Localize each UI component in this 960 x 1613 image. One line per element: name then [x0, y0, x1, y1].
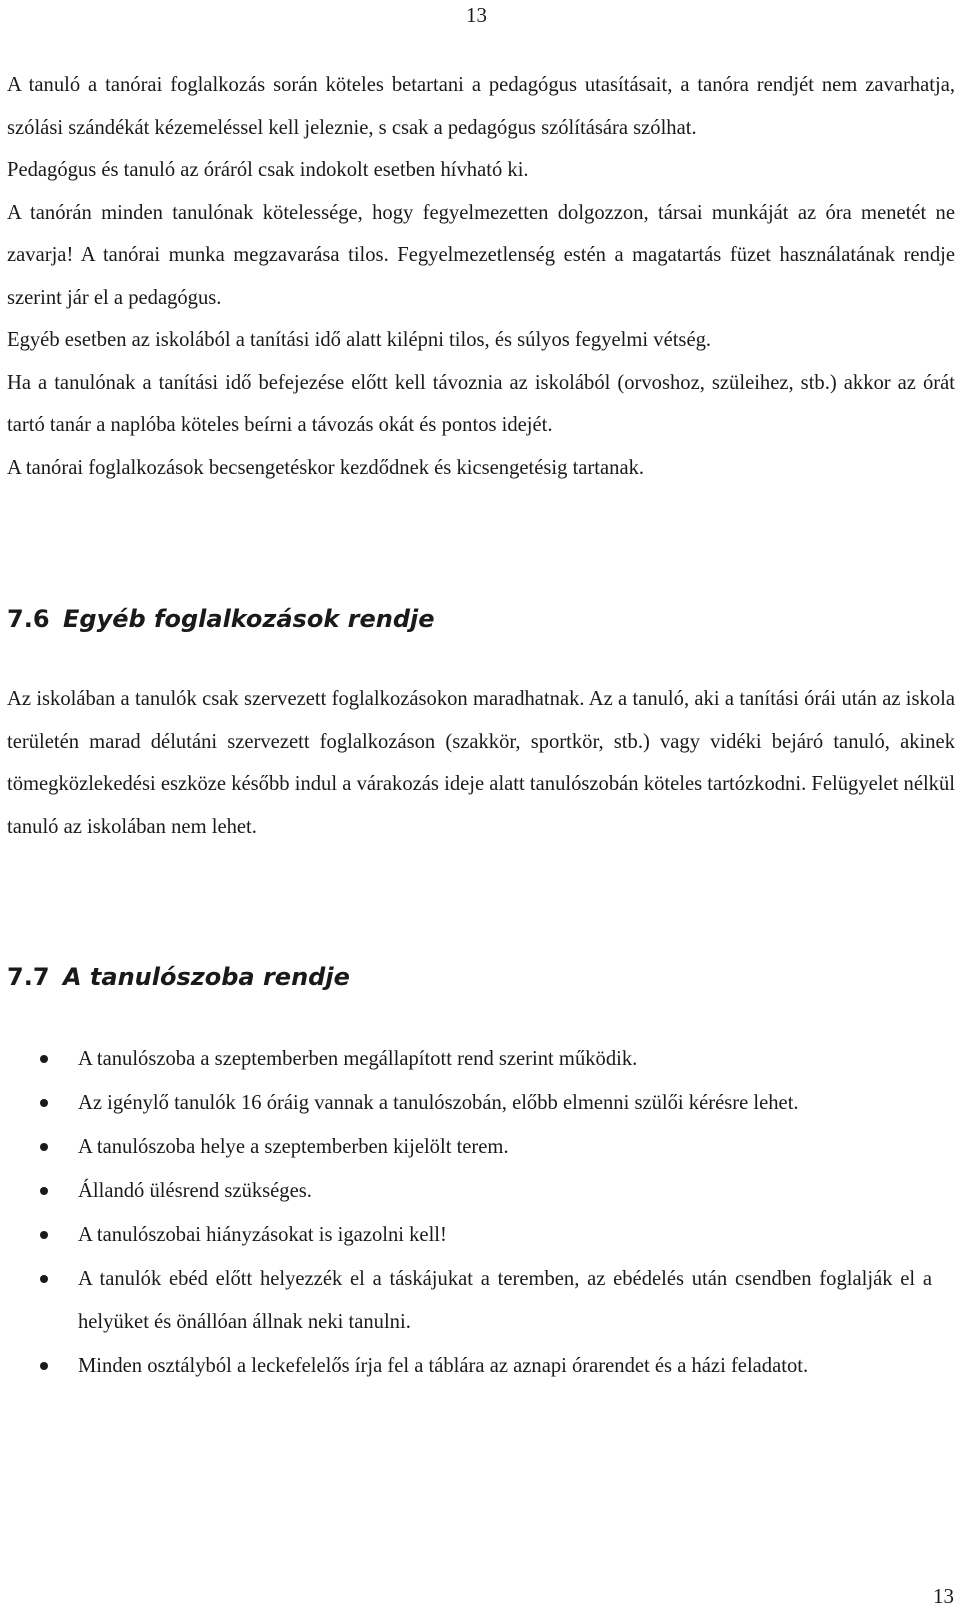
section-title: A tanulószoba rendje — [63, 963, 350, 991]
list-item — [0, 1214, 960, 1257]
list-item — [0, 1082, 960, 1125]
list-item-text: A tanulószoba a szeptemberben megállapított rend szerint működik. — [78, 1048, 638, 1070]
intro-text — [7, 64, 955, 489]
list-item-text: A tanulószobai hiányzásokat is igazolni kell! — [78, 1224, 447, 1246]
tanuloszoba-rules-list — [0, 1038, 960, 1389]
list-item-text: Minden osztályból a leckefelelős írja fel a táblára az aznapi órarendet és a házi feladatot. — [78, 1354, 809, 1377]
bullet-icon — [40, 1187, 48, 1195]
paragraph: Pedagógus és tanuló az óráról csak indokolt esetben hívható ki. — [7, 159, 529, 181]
section-title: Egyéb foglalkozások rendje — [63, 605, 435, 633]
section-heading-7-6 — [7, 604, 435, 634]
list-item — [0, 1038, 960, 1081]
paragraph: Egyéb esetben az iskolából a tanítási idő alatt kilépni tilos, és súlyos fegyelmi vétség. — [7, 329, 712, 351]
section-heading-7-7 — [7, 962, 350, 992]
paragraph: A tanuló a tanórai foglalkozás során köteles betartani a pedagógus utasításait, a tanóra rendjét nem zavarhatja, szólási szándékát kézemeléssel kell jeleznie, s csak a pedagógus szólítására szólhat. — [7, 74, 955, 139]
list-item — [0, 1345, 960, 1388]
section-number: 7.7 — [7, 963, 50, 991]
list-item — [0, 1170, 960, 1213]
page-number-top: 13 — [466, 3, 487, 27]
section-7-6-body — [7, 678, 955, 848]
page-number-bottom: 13 — [933, 1584, 954, 1608]
bullet-icon — [40, 1362, 48, 1370]
paragraph: A tanórai foglalkozások becsengetéskor kezdődnek és kicsengetésig tartanak. — [7, 456, 645, 479]
list-item — [0, 1258, 960, 1343]
bullet-icon — [40, 1231, 48, 1239]
paragraph: Ha a tanulónak a tanítási idő befejezése előtt kell távoznia az iskolából (orvoshoz, szüleihez, stb.) akkor az órát tartó tanár a naplóba köteles beírni a távozás okát és pontos idejét. — [7, 371, 955, 436]
list-item-text: A tanulószoba helye a szeptemberben kijelölt terem. — [78, 1136, 509, 1158]
bullet-icon — [40, 1099, 48, 1107]
paragraph: Az iskolában a tanulók csak szervezett foglalkozásokon maradhatnak. Az a tanuló, aki a tanítási órái után az iskola területén marad délutáni szervezett foglalkozáson (szakkör, sportkör, stb.) vagy vidéki bejáró tanuló, akinek tömegközlekedési eszköze később indul a várakozás ideje alatt tanulószobán köteles tartózkodni. Felügyelet nélkül tanuló az iskolában nem lehet. — [7, 688, 955, 838]
section-number: 7.6 — [7, 605, 50, 633]
list-item — [0, 1126, 960, 1169]
list-item-text: Állandó ülésrend szükséges. — [78, 1180, 312, 1202]
bullet-icon — [40, 1055, 48, 1063]
list-item-text: Az igénylő tanulók 16 óráig vannak a tanulószobán, előbb elmenni szülői kérésre lehet. — [78, 1092, 799, 1114]
bullet-icon — [40, 1143, 48, 1151]
list-item-text: A tanulók ebéd előtt helyezzék el a táskájukat a teremben, az ebédelés után csendben foglalják el a helyüket és önállóan állnak neki tanulni. — [78, 1268, 932, 1333]
paragraph: A tanórán minden tanulónak kötelessége, hogy fegyelmezetten dolgozzon, társai munkáját az óra menetét ne zavarja! A tanórai munka megzavarása tilos. Fegyelmezetlenség estén a magatartás füzet használatának rendje szerint jár el a pedagógus. — [7, 201, 955, 309]
bullet-icon — [40, 1275, 48, 1283]
